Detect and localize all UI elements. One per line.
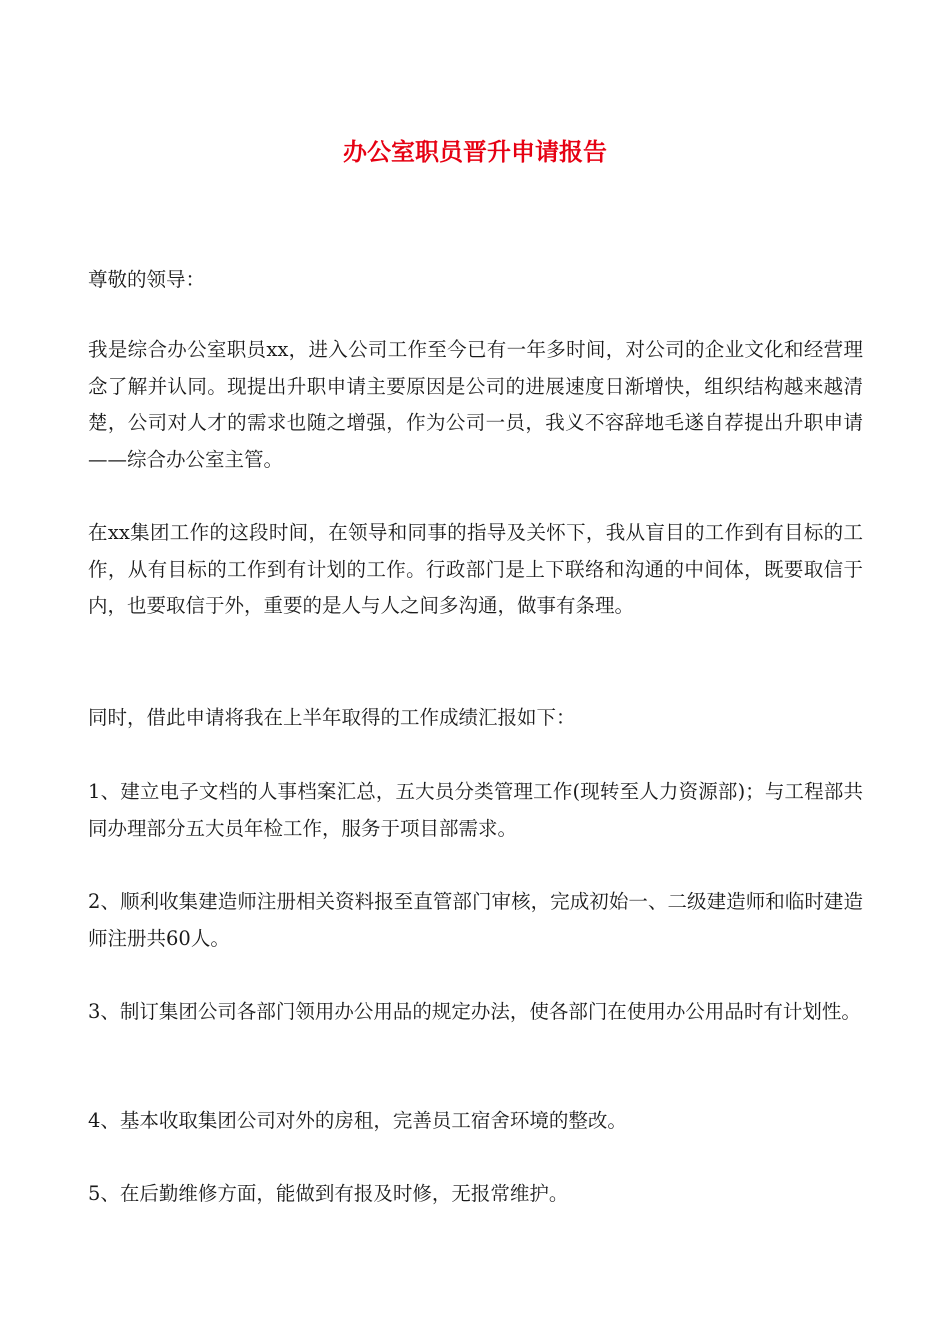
- list-item-5: 5、在后勤维修方面，能做到有报及时修，无报常维护。: [88, 1182, 569, 1205]
- salutation: 尊敬的领导：: [88, 268, 206, 291]
- list-item-1: 1、建立电子文档的人事档案汇总，五大员分类管理工作(现转至人力资源部)；与工程部共同办理部分五大员年检工作，服务于项目部需求。: [88, 780, 863, 840]
- document-title: 办公室职员晋升申请报告: [343, 138, 607, 166]
- list-item-2: 2、顺利收集建造师注册相关资料报至直管部门审核，完成初始一、二级建造师和临时建造师注册共60人。: [88, 890, 863, 950]
- paragraph-experience: 在xx集团工作的这段时间，在领导和同事的指导及关怀下，我从盲目的工作到有目标的工作，从有目标的工作到有计划的工作。行政部门是上下联络和沟通的中间体，既要取信于内，也要取信于外，重要的是人与人之间多沟通，做事有条理。: [88, 521, 863, 617]
- list-item-4: 4、基本收取集团公司对外的房租，完善员工宿舍环境的整改。: [88, 1109, 627, 1132]
- paragraph-intro: 我是综合办公室职员xx，进入公司工作至今已有一年多时间，对公司的企业文化和经营理念了解并认同。现提出升职申请主要原因是公司的进展速度日渐增快，组织结构越来越清楚，公司对人才的需求也随之增强，作为公司一员，我义不容辞地毛遂自荐提出升职申请——综合办公室主管。: [88, 338, 863, 471]
- list-item-3: 3、制订集团公司各部门领用办公用品的规定办法，使各部门在使用办公用品时有计划性。: [88, 1000, 861, 1023]
- paragraph-report-lead: 同时，借此申请将我在上半年取得的工作成绩汇报如下：: [88, 706, 576, 729]
